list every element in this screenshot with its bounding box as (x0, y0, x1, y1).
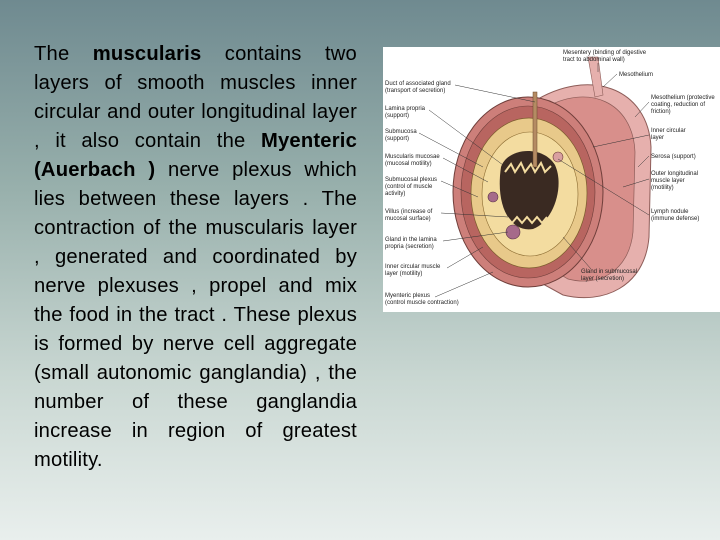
svg-text:(transport of secretion): (transport of secretion) (385, 88, 446, 94)
body-paragraph (34, 40, 357, 475)
svg-text:coating, reduction of: coating, reduction of (651, 102, 706, 108)
svg-text:mucosal surface): mucosal surface) (385, 216, 431, 222)
svg-text:(support): (support) (385, 113, 410, 119)
svg-text:Mesothelium: Mesothelium (619, 72, 654, 78)
text-segment: contains two layers of smooth muscles inner circular and outer longitudinal layer , it also contain the (34, 43, 357, 152)
svg-text:propria (secretion): propria (secretion) (385, 244, 434, 250)
svg-text:layer (motility): layer (motility) (385, 271, 423, 277)
svg-text:Submucosal plexus: Submucosal plexus (385, 177, 438, 183)
svg-text:Muscularis mucosae: Muscularis mucosae (385, 154, 440, 160)
svg-text:Inner circular muscle: Inner circular muscle (385, 264, 441, 270)
svg-text:Lymph nodule: Lymph nodule (651, 209, 689, 215)
term-muscularis: muscularis (92, 43, 202, 65)
svg-text:Inner circular: Inner circular (651, 128, 686, 134)
svg-text:Villus (increase of: Villus (increase of (385, 209, 433, 215)
svg-text:(control of muscle: (control of muscle (385, 184, 433, 190)
text-segment: The (34, 43, 93, 65)
text-segment: nerve plexus which lies between these layers . The contraction of the muscularis layer , generated and coordinated by nerve plexuses , propel and mix the food in the tract . These plexus is formed by nerve cell aggregate (small autonomic ganglandia) , the number of these ganglandia increase in region of greatest motility. (34, 159, 357, 471)
svg-text:Mesothelium (protective: Mesothelium (protective (651, 95, 715, 101)
svg-text:(support): (support) (385, 136, 410, 142)
svg-text:(motility): (motility) (651, 185, 674, 191)
svg-text:(control muscle contraction): (control muscle contraction) (385, 300, 459, 306)
svg-text:Myenteric plexus: Myenteric plexus (385, 293, 431, 299)
svg-text:Serosa (support): Serosa (support) (651, 154, 696, 160)
svg-text:layer (secretion): layer (secretion) (581, 276, 625, 282)
svg-text:(immune defense): (immune defense) (651, 216, 700, 222)
digestive-tract-diagram (383, 47, 720, 312)
svg-text:Gland in the lamina: Gland in the lamina (385, 237, 437, 243)
svg-text:Duct of associated gland: Duct of associated gland (385, 81, 451, 87)
svg-text:Lamina propria: Lamina propria (385, 106, 426, 112)
svg-text:Mesentery (binding of digestiv: Mesentery (binding of digestive (563, 50, 647, 56)
svg-text:layer: layer (651, 135, 665, 141)
digestive-tract-illustration (383, 47, 720, 312)
svg-text:activity): activity) (385, 191, 406, 197)
svg-text:friction): friction) (651, 109, 671, 115)
term-myenteric: Myenteric (Auerbach ) (34, 130, 357, 181)
svg-text:Submucosa: Submucosa (385, 129, 417, 135)
svg-text:Outer longitudinal: Outer longitudinal (651, 171, 699, 177)
svg-text:tract to abdominal wall): tract to abdominal wall) (563, 57, 625, 63)
svg-text:muscle layer: muscle layer (651, 178, 685, 184)
svg-text:Gland in submucosal: Gland in submucosal (581, 269, 638, 275)
svg-text:(mucosal motility): (mucosal motility) (385, 161, 432, 167)
